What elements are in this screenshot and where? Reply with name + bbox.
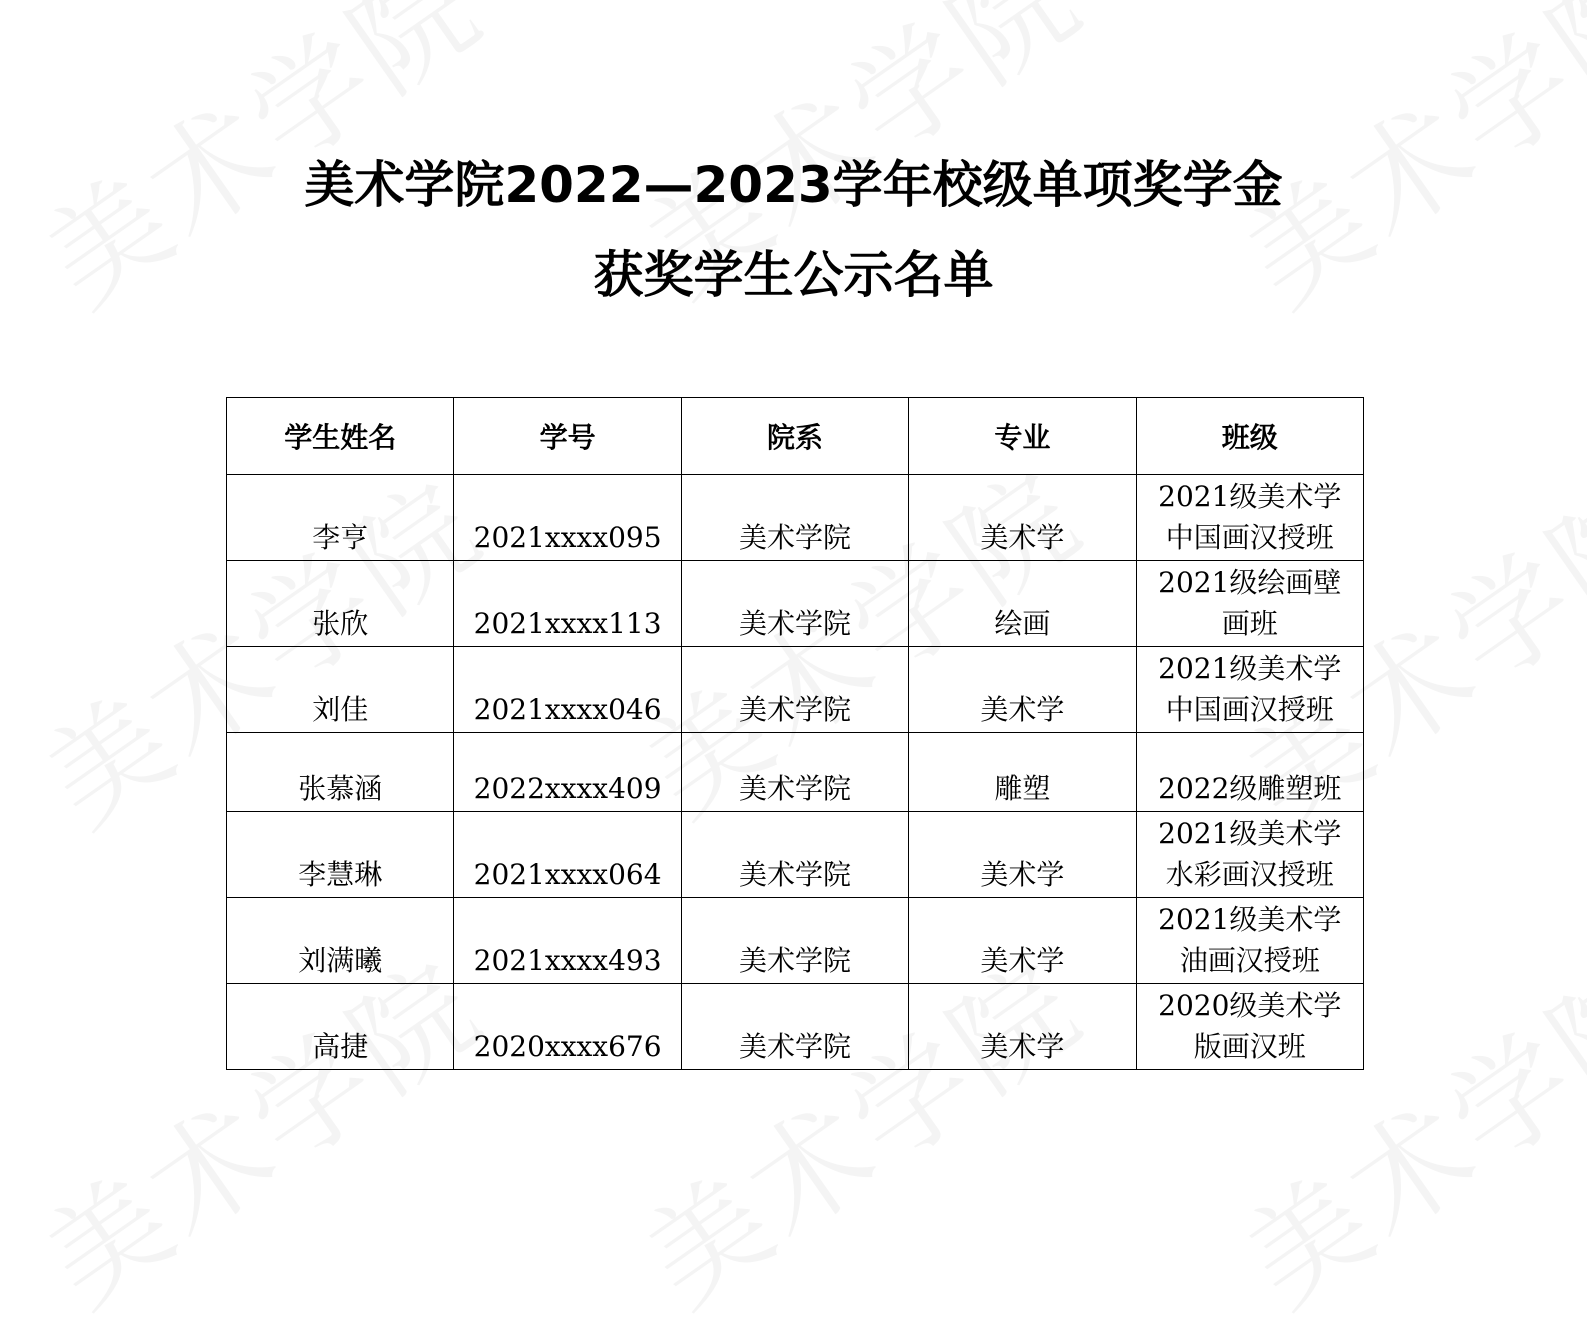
cell-name: 高捷 <box>227 984 454 1070</box>
cell-major: 绘画 <box>909 561 1136 647</box>
cell-major: 雕塑 <box>909 733 1136 812</box>
cell-id: 2021xxxx046 <box>454 647 681 733</box>
cell-id: 2021xxxx113 <box>454 561 681 647</box>
cell-class: 2021级美术学油画汉授班 <box>1136 898 1363 984</box>
table-row <box>227 475 1364 561</box>
cell-id: 2021xxxx095 <box>454 475 681 561</box>
title-line-2: 获奖学生公示名单 <box>593 246 994 304</box>
header-class: 班级 <box>1136 398 1363 475</box>
document-title <box>0 140 1587 320</box>
cell-class: 2020级美术学版画汉班 <box>1136 984 1363 1070</box>
table-row <box>227 898 1364 984</box>
header-student-id: 学号 <box>454 398 681 475</box>
cell-name: 张欣 <box>227 561 454 647</box>
cell-college: 美术学院 <box>681 984 908 1070</box>
cell-id: 2020xxxx676 <box>454 984 681 1070</box>
cell-college: 美术学院 <box>681 733 908 812</box>
table-row <box>227 561 1364 647</box>
table-header-row <box>227 398 1364 475</box>
cell-class: 2022级雕塑班 <box>1136 733 1363 812</box>
cell-name: 刘佳 <box>227 647 454 733</box>
table-row <box>227 812 1364 898</box>
cell-class: 2021级美术学中国画汉授班 <box>1136 647 1363 733</box>
cell-college: 美术学院 <box>681 475 908 561</box>
cell-major: 美术学 <box>909 647 1136 733</box>
cell-class: 2021级美术学水彩画汉授班 <box>1136 812 1363 898</box>
cell-name: 李亨 <box>227 475 454 561</box>
header-student-name: 学生姓名 <box>227 398 454 475</box>
cell-id: 2021xxxx064 <box>454 812 681 898</box>
cell-major: 美术学 <box>909 984 1136 1070</box>
cell-name: 张慕涵 <box>227 733 454 812</box>
cell-college: 美术学院 <box>681 898 908 984</box>
cell-id: 2022xxxx409 <box>454 733 681 812</box>
cell-college: 美术学院 <box>681 647 908 733</box>
award-table-wrapper <box>226 397 1364 1070</box>
cell-class: 2021级绘画壁画班 <box>1136 561 1363 647</box>
cell-college: 美术学院 <box>681 561 908 647</box>
table-row <box>227 647 1364 733</box>
award-table <box>226 397 1364 1070</box>
header-major: 专业 <box>909 398 1136 475</box>
table-row <box>227 733 1364 812</box>
cell-major: 美术学 <box>909 475 1136 561</box>
header-college: 院系 <box>681 398 908 475</box>
cell-class: 2021级美术学中国画汉授班 <box>1136 475 1363 561</box>
cell-major: 美术学 <box>909 812 1136 898</box>
cell-id: 2021xxxx493 <box>454 898 681 984</box>
cell-major: 美术学 <box>909 898 1136 984</box>
cell-college: 美术学院 <box>681 812 908 898</box>
title-line-1: 美术学院2022—2023学年校级单项奖学金 <box>304 156 1283 214</box>
table-row <box>227 984 1364 1070</box>
cell-name: 李慧琳 <box>227 812 454 898</box>
cell-name: 刘满曦 <box>227 898 454 984</box>
